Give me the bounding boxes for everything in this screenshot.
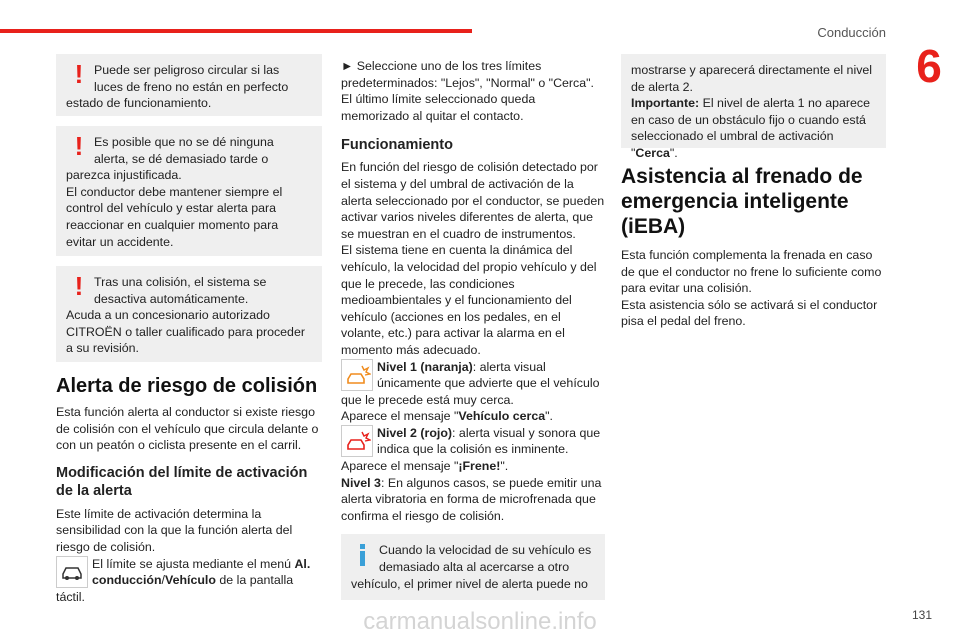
message: Vehículo cerca [458,409,546,424]
text: El límite se ajusta mediante el menú [92,556,295,571]
collision-alert-red-icon [341,425,373,457]
column-1 [56,54,322,605]
text: El nivel de alerta 1 no aparece en caso de un obstáculo fijo o cuando está seleccionado el umbral de activación " [631,96,870,160]
message: ¡Frene! [458,459,501,474]
paragraph: Esta función alerta al conductor si existe riesgo de colisión con el vehículo que circula delante o con un peatón o ciclista presente en el carril. [56,405,319,453]
text: : alerta visual y sonora que indica que la colisión es inminente. [377,425,601,457]
threshold-name: Cerca [635,145,670,160]
heading-collision-alert: Alerta de riesgo de colisión [56,375,318,397]
text: ". [500,459,509,474]
warning-text: Puede ser peligroso circular si las luces de freno no están en perfecto estado de funcionamiento. [66,63,289,111]
level-label: Nivel 2 (rojo) [377,425,453,440]
heading-iEBA: Asistencia al frenado de emergencia inteligente (iEBA) [621,165,863,238]
text: : En algunos casos, se puede emitir una alerta vibratoria en forma de microfrenada que confirma el riesgo de colisión. [341,475,602,523]
paragraph: En función del riesgo de colisión detectado por el sistema y del umbral de activación de la alerta seleccionado por el conductor, se pueden activar varios niveles diferentes de alerta, que se muestran en el cuadro de instrumentos. [341,160,605,241]
alert-level-2 [341,425,605,458]
paragraph-menu [56,556,322,606]
paragraph: Este límite de activación determina la sensibilidad con la que la función alerta del riesgo de colisión. [56,506,293,554]
warning-text: Acuda a un concesionario autorizado CITROËN o taller cualificado para proceder a su revisión. [66,308,305,356]
info-important [631,95,874,161]
info-text: Cuando la velocidad de su vehículo es demasiado alta al acercarse a otro vehículo, el primer nivel de alerta puede no [351,543,592,591]
page-number: 131 [911,608,932,622]
info-icon [351,542,377,566]
text: Aparece el mensaje " [341,459,459,474]
warning-box [56,54,322,116]
paragraph: Esta asistencia sólo se activará si el conductor pisa el pedal del freno. [621,297,878,329]
paragraph: El sistema tiene en cuenta la dinámica del vehículo, la velocidad del propio vehículo y del que le precede, las condiciones medioambientales y el funcionamiento del vehículo (acciones en los pedales, en el volante, etc.) para activar la alarma en el momento más adecuado. [341,243,597,357]
alert-level-1 [341,359,605,409]
alert-level-3 [341,475,605,525]
header-accent-bar [0,29,472,33]
warning-text: Tras una colisión, el sistema se desactiva automáticamente. [94,275,267,306]
paragraph: Esta función complementa la frenada en caso de que el conductor no frene lo suficiente como para evitar una colisión. [621,248,882,296]
column-2 [341,58,605,600]
level-label: Nivel 1 (naranja) [377,359,473,374]
menu-name: Vehículo [164,573,216,588]
text: ". [669,145,678,160]
info-box [341,534,605,600]
warning-box [56,266,322,362]
warning-icon: ! [74,131,84,161]
warning-text: Es posible que no se dé ninguna alerta, se dé demasiado tarde o parezca injustificada. [66,135,274,183]
message-line [341,408,605,425]
paragraph: ► Seleccione uno de los tres límites predeterminados: "Lejos", "Normal" o "Cerca". [341,59,594,90]
watermark: carmanualsonline.info [363,608,597,635]
text: : alerta visual únicamente que advierte que el vehículo que le precede está muy cerca. [341,359,600,407]
message-line [341,458,605,475]
paragraph: El último límite seleccionado queda memorizado al quitar el contacto. [341,92,536,123]
warning-icon: ! [74,271,84,301]
warning-icon: ! [74,59,84,89]
heading-modify-threshold: Modificación del límite de activación de la alerta [56,464,308,499]
menu-name: Al. conducción [92,556,311,588]
collision-alert-orange-icon [341,359,373,391]
text: Aparece el mensaje " [341,409,459,424]
warning-box [56,126,322,256]
info-text: mostrarse y aparecerá directamente el nivel de alerta 2. [631,63,873,94]
car-settings-icon [56,556,88,588]
text: ". [545,409,553,424]
text: / [161,573,165,588]
chapter-number: 6 [916,40,942,92]
warning-text: El conductor debe mantener siempre el control del vehículo y estar alerta para reaccionar en cualquier momento para evitar un accidente. [66,184,283,249]
column-3 [621,54,886,330]
text: de la pantalla táctil. [56,573,294,604]
level-label: Nivel 3 [341,475,381,490]
heading-operation: Funcionamiento [341,137,453,154]
info-box-continued [621,54,886,160]
important-label: Importante: [631,96,700,111]
section-title: Conducción [817,25,886,40]
